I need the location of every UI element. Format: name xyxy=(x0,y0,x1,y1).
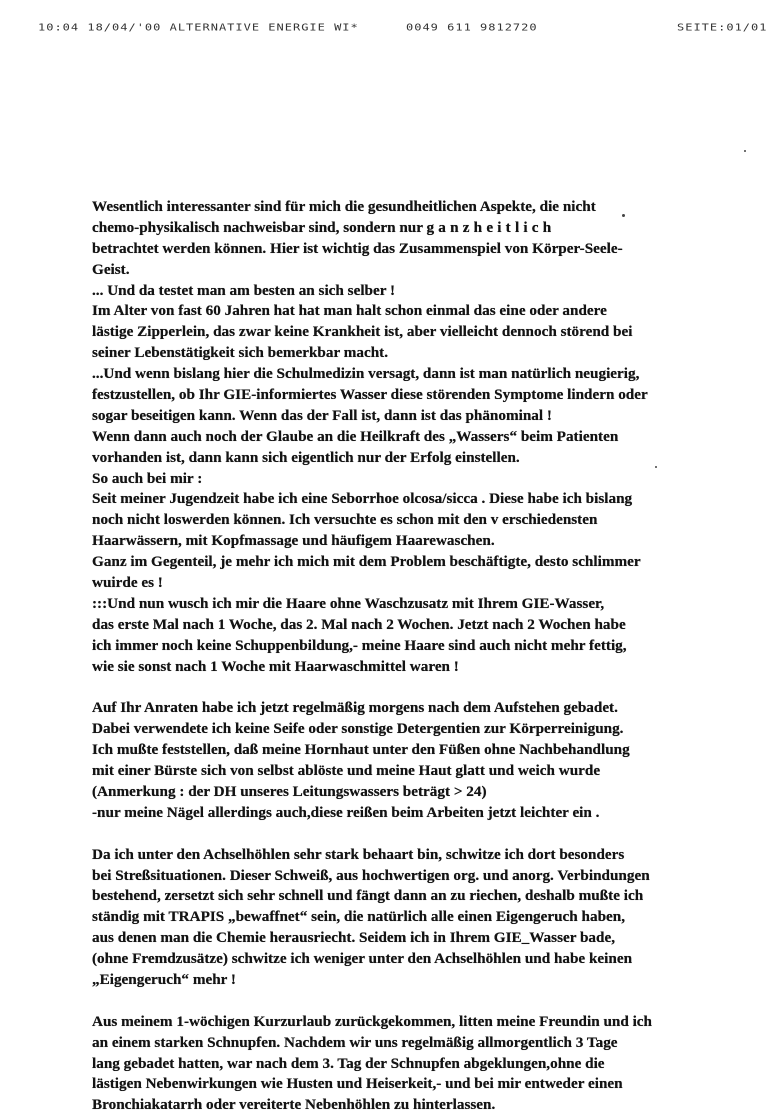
letter-line: Wenn dann auch noch der Glaube an die Heilkraft des „Wassers“ beim Patienten xyxy=(92,427,619,445)
paragraph-gap xyxy=(92,991,692,1012)
emphasis-word: ganzheitlich xyxy=(426,218,556,236)
letter-line: lästige Zipperlein, das zwar keine Krankheit ist, aber vielleicht dennoch störend bei xyxy=(92,323,633,341)
letter-line: Da ich unter den Achselhöhlen sehr stark behaart bin, schwitze ich dort besonders xyxy=(92,845,625,863)
letter-line: noch nicht loswerden können. Ich versuchte es schon mit den v erschiedensten xyxy=(92,511,598,529)
letter-line: :::Und nun wusch ich mir die Haare ohne Waschzusatz mit Ihrem GIE-Wasser, xyxy=(92,594,605,612)
paragraph-gap xyxy=(92,824,692,845)
letter-line: (Anmerkung : der DH unseres Leitungswassers beträgt > 24) xyxy=(92,782,487,800)
fax-header-timestamp: 10:04 18/04/'00 ALTERNATIVE ENERGIE WI* xyxy=(38,22,359,33)
letter-line: So auch bei mir : xyxy=(92,469,203,487)
letter-line: Ich mußte feststellen, daß meine Hornhaut unter den Füßen ohne Nachbehandlung xyxy=(92,741,630,759)
letter-line: Wesentlich interessanter sind für mich die gesundheitlichen Aspekte, die nicht xyxy=(92,198,596,215)
scan-speck xyxy=(744,150,746,152)
letter-line: ich immer noch keine Schuppenbildung,- meine Haare sind auch nicht mehr fettig, xyxy=(92,636,627,654)
letter-line: wie sie sonst nach 1 Woche mit Haarwaschmittel waren ! xyxy=(92,657,459,675)
letter-line: lästigen Nebenwirkungen wie Husten und Heiserkeit,- und bei mir entweder einen xyxy=(92,1075,623,1093)
fax-transmission-header xyxy=(0,22,779,42)
letter-line: Dabei verwendete ich keine Seife oder sonstige Detergentien zur Körperreinigung. xyxy=(92,720,624,738)
letter-line: das erste Mal nach 1 Woche, das 2. Mal nach 2 Wochen. Jetzt nach 2 Wochen habe xyxy=(92,615,626,633)
letter-line: lang gebadet hatten, war nach dem 3. Tag der Schnupfen abgeklungen,ohne die xyxy=(92,1054,605,1072)
scan-speck xyxy=(622,214,625,217)
letter-line: chemo-physikalisch nachweisbar sind, sondern nur ganzheitlich xyxy=(92,218,556,236)
letter-line: betrachtet werden können. Hier ist wichtig das Zusammenspiel von Körper-Seele- xyxy=(92,239,623,257)
letter-paragraph xyxy=(92,845,692,991)
scan-speck xyxy=(655,466,657,468)
letter-line: bestehend, zersetzt sich sehr schnell und fängt dann an zu riechen, deshalb mußte ich xyxy=(92,887,644,905)
letter-line: ständig mit TRAPIS „bewaffnet“ sein, die natürlich alle einen Eigengeruch haben, xyxy=(92,908,626,926)
letter-line: ... Und da testet man am besten an sich selber ! xyxy=(92,281,396,299)
letter-line: aus denen man die Chemie herausriecht. Seidem ich in Ihrem GIE_Wasser bade, xyxy=(92,929,616,947)
letter-paragraph xyxy=(92,1012,692,1116)
letter-line: Seit meiner Jugendzeit habe ich eine Seborrhoe olcosa/sicca . Diese habe ich bislang xyxy=(92,490,633,508)
letter-line: Auf Ihr Anraten habe ich jetzt regelmäßig morgens nach dem Aufstehen gebadet. xyxy=(92,699,618,717)
letter-line: Im Alter von fast 60 Jahren hat hat man halt schon einmal das eine oder andere xyxy=(92,302,607,320)
letter-line: Haarwässern, mit Kopfmassage und häufigem Haarewaschen. xyxy=(92,532,495,550)
letter-line: ...Und wenn bislang hier die Schulmedizin versagt, dann ist man natürlich neugierig, xyxy=(92,365,640,383)
letter-line: Geist. xyxy=(92,260,130,278)
letter-line: vorhanden ist, dann kann sich eigentlich nur der Erfolg einstellen. xyxy=(92,448,520,466)
paragraph-gap xyxy=(92,677,692,698)
letter-line: (ohne Fremdzusätze) schwitze ich weniger unter den Achselhöhlen und habe keinen xyxy=(92,950,633,968)
letter-line: -nur meine Nägel allerdings auch,diese reißen beim Arbeiten jetzt leichter ein . xyxy=(92,803,600,821)
letter-line: Ganz im Gegenteil, je mehr ich mich mit dem Problem beschäftigte, desto schlimmer xyxy=(92,553,641,571)
letter-body xyxy=(92,197,692,1116)
letter-line: wuirde es ! xyxy=(92,574,163,592)
letter-line: mit einer Bürste sich von selbst ablöste und meine Haut glatt und weich wurde xyxy=(92,762,601,780)
letter-line: bei Streßsituationen. Dieser Schweiß, aus hochwertigen org. und anorg. Verbindungen xyxy=(92,866,650,884)
letter-line: Bronchiakatarrh oder vereiterte Nebenhöhlen zu hinterlassen. xyxy=(92,1096,496,1114)
letter-line: festzustellen, ob Ihr GIE-informiertes Wasser diese störenden Symptome lindern oder xyxy=(92,386,648,404)
fax-header-number: 0049 611 9812720 xyxy=(406,22,538,33)
letter-line: Aus meinem 1-wöchigen Kurzurlaub zurückgekommen, litten meine Freundin und ich xyxy=(92,1012,652,1030)
letter-line: „Eigengeruch“ mehr ! xyxy=(92,970,236,988)
fax-header-page: SEITE:01/01 xyxy=(677,22,768,33)
letter-line: seiner Lebenstätigkeit sich bemerkbar macht. xyxy=(92,344,388,362)
letter-line: an einem starken Schnupfen. Nachdem wir uns regelmäßig allmorgentlich 3 Tage xyxy=(92,1033,618,1051)
letter-line: sogar beseitigen kann. Wenn das der Fall ist, dann ist das phänominal ! xyxy=(92,406,552,424)
letter-paragraph xyxy=(92,197,692,677)
letter-paragraph xyxy=(92,698,692,823)
